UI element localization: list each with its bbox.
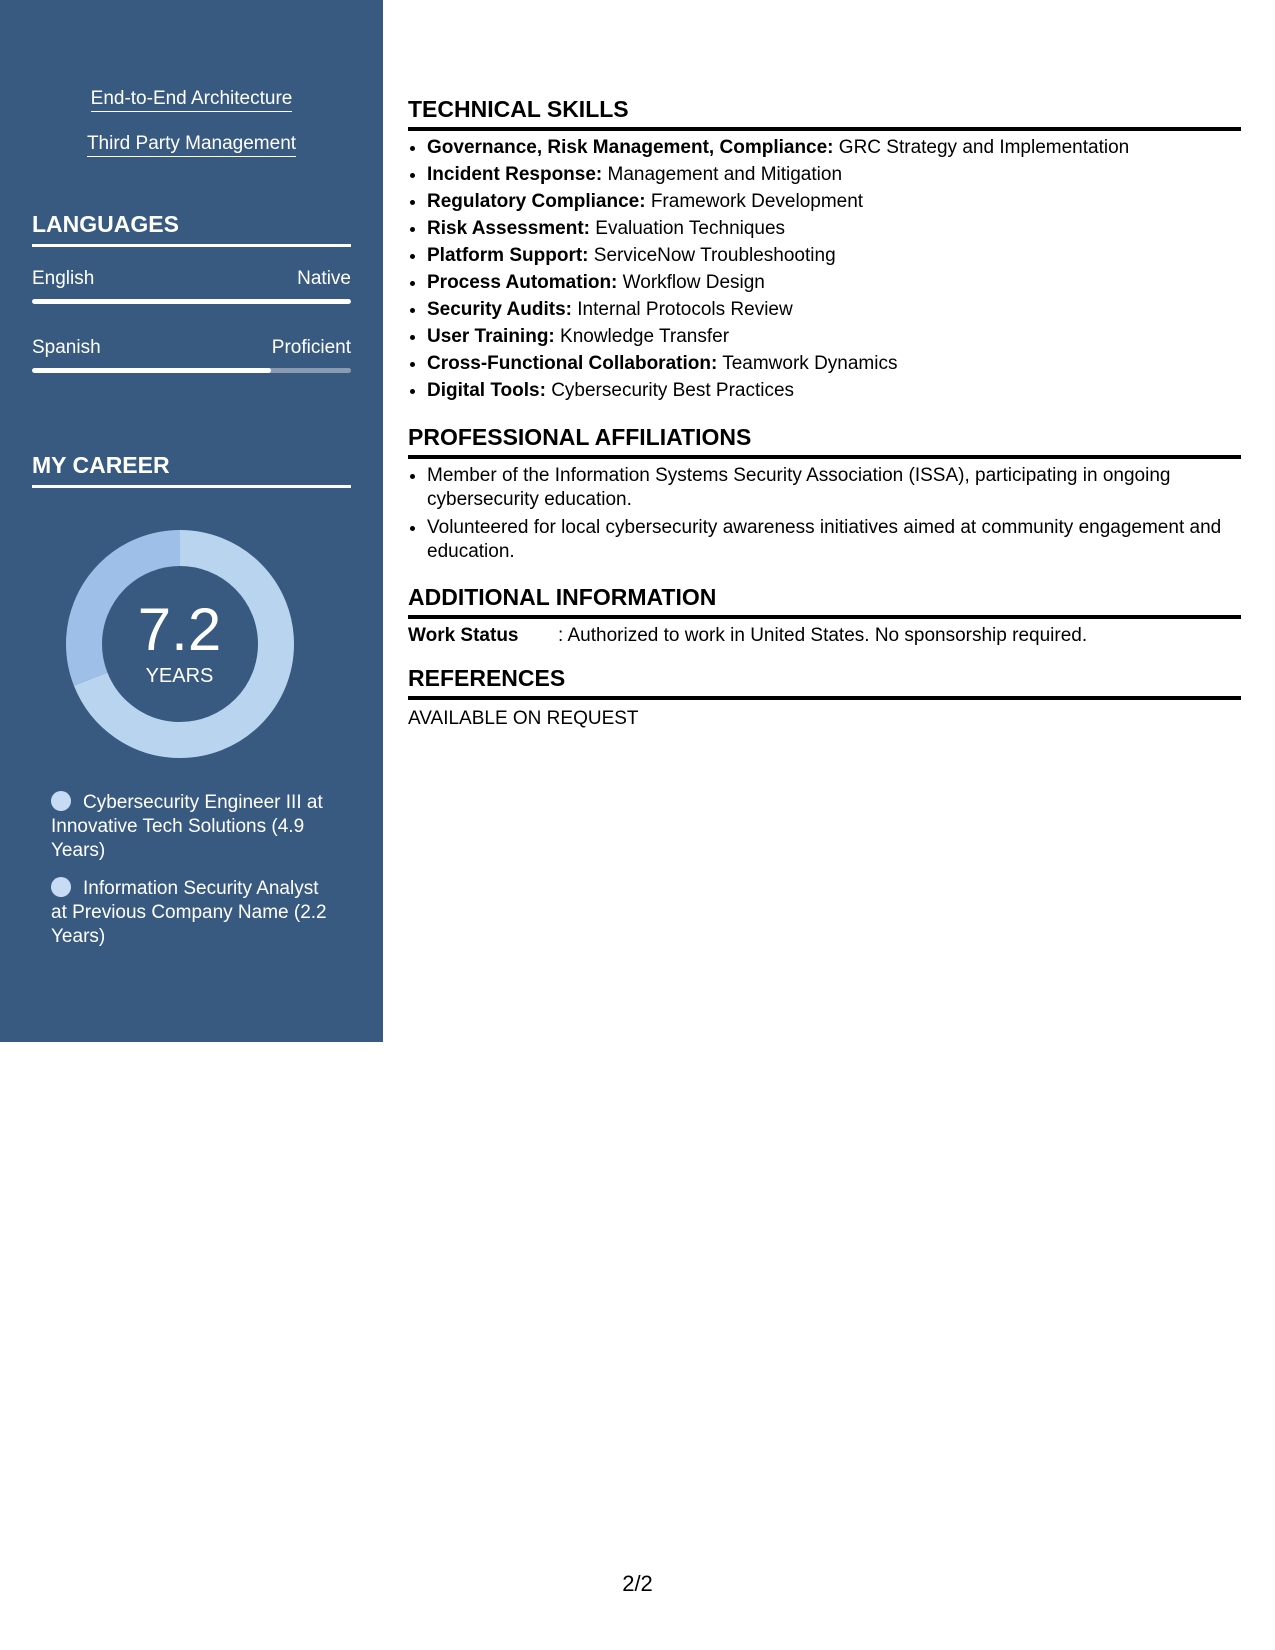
career-total-unit: YEARS xyxy=(145,665,214,687)
skill-item: • User Training: Knowledge Transfer xyxy=(427,323,1241,350)
work-status-row xyxy=(408,625,1087,647)
career-item: Information Security Analyst at Previous Company Name (2.2 Years) xyxy=(51,878,327,947)
technical-skills-list xyxy=(408,134,1241,404)
references-heading: REFERENCES xyxy=(408,665,1241,700)
skill-item: • Regulatory Compliance: Framework Development xyxy=(427,188,1241,215)
skill-item: • Risk Assessment: Evaluation Techniques xyxy=(427,215,1241,242)
languages-heading: LANGUAGES xyxy=(32,211,351,247)
skill-item: • Incident Response: Management and Mitigation xyxy=(427,161,1241,188)
language-bar-fill xyxy=(32,299,351,304)
skill-item: • Process Automation: Workflow Design xyxy=(427,269,1241,296)
skill-item: • Security Audits: Internal Protocols Review xyxy=(427,296,1241,323)
language-row xyxy=(32,337,351,359)
skill-item: • Digital Tools: Cybersecurity Best Practices xyxy=(427,377,1241,404)
language-name: Spanish xyxy=(32,337,101,358)
language-bar xyxy=(32,299,351,304)
work-status-label: Work Status xyxy=(408,625,519,646)
references-text: AVAILABLE ON REQUEST xyxy=(408,708,639,729)
technical-skills-heading: TECHNICAL SKILLS xyxy=(408,96,1241,131)
career-item: Cybersecurity Engineer III at Innovative Tech Solutions (4.9 Years) xyxy=(51,792,323,861)
sidebar xyxy=(0,0,383,1042)
affiliations-heading: PROFESSIONAL AFFILIATIONS xyxy=(408,424,1241,459)
language-level: Native xyxy=(297,268,351,289)
skill-item: • Platform Support: ServiceNow Troubleshooting xyxy=(427,242,1241,269)
affiliation-item: • Volunteered for local cybersecurity awareness initiatives aimed at community engagement and education. xyxy=(427,516,1241,564)
work-status-value: : Authorized to work in United States. No sponsorship required. xyxy=(558,625,1088,646)
language-level: Proficient xyxy=(271,337,351,358)
skill-tag: Third Party Management xyxy=(0,133,383,155)
skill-tag: End-to-End Architecture xyxy=(0,88,383,110)
career-heading: MY CAREER xyxy=(32,452,351,488)
language-bar-fill xyxy=(32,368,271,373)
page-number: 2/2 xyxy=(622,1571,653,1596)
skill-item: • Cross-Functional Collaboration: Teamwork Dynamics xyxy=(427,350,1241,377)
affiliation-item: • Member of the Information Systems Security Association (ISSA), participating in ongoing cybersecurity education. xyxy=(427,464,1241,512)
additional-info-heading: ADDITIONAL INFORMATION xyxy=(408,584,1241,619)
language-row xyxy=(32,268,351,290)
career-total-years: 7.2 xyxy=(137,596,222,663)
language-name: English xyxy=(32,268,95,289)
skill-item: • Governance, Risk Management, Compliance: GRC Strategy and Implementation xyxy=(427,134,1241,161)
career-dot-icon xyxy=(51,791,71,811)
affiliations-list xyxy=(408,464,1241,568)
language-bar xyxy=(32,368,351,373)
career-dot-icon xyxy=(51,877,71,897)
